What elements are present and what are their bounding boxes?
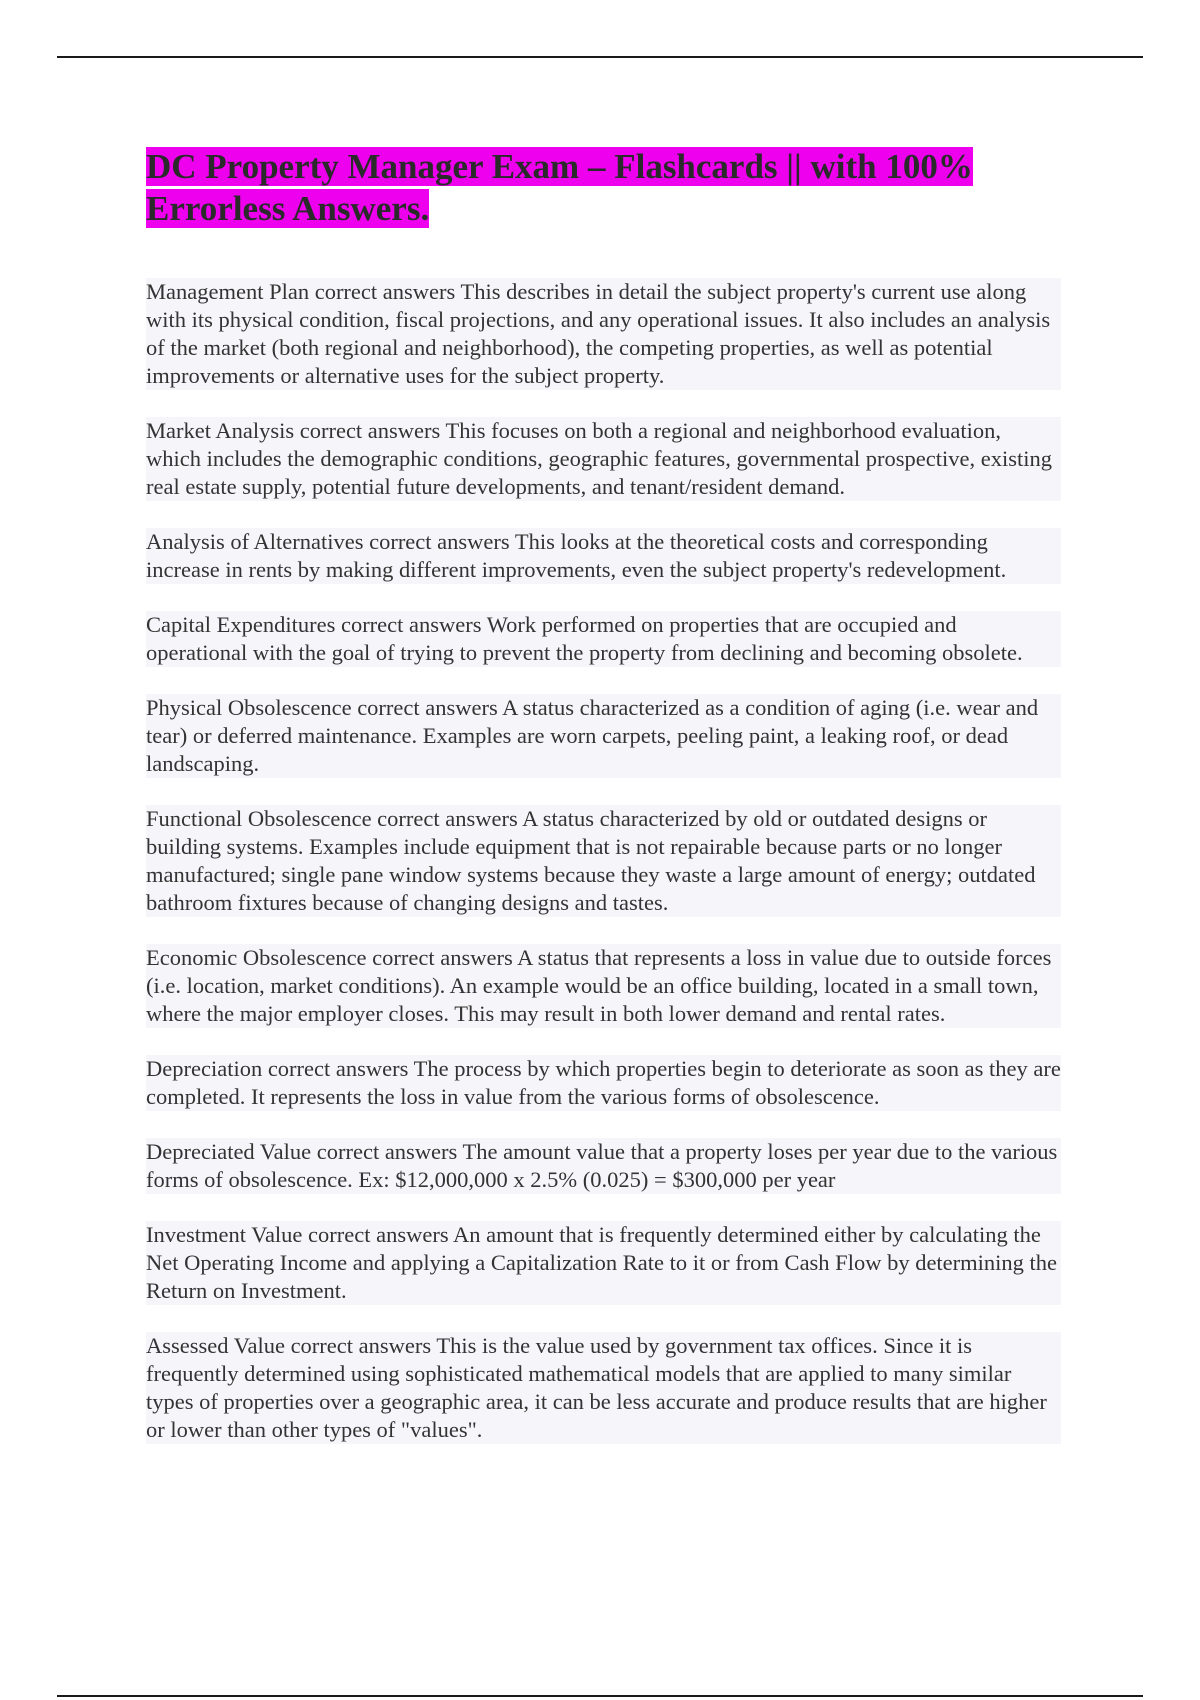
bottom-rule: [57, 1695, 1143, 1697]
title-highlight: DC Property Manager Exam – Flashcards || with 100% Errorless Answers.: [146, 147, 973, 228]
document-title: [146, 146, 1061, 230]
top-rule: [57, 56, 1143, 58]
flashcard-physical-obsolescence: Physical Obsolescence correct answers A status characterized as a condition of aging (i.e. wear and tear) or deferred maintenance. Examples are worn carpets, peeling paint, a leaking roof, or dead landscaping.: [146, 694, 1061, 778]
flashcard-investment-value: Investment Value correct answers An amount that is frequently determined either by calculating the Net Operating Income and applying a Capitalization Rate to it or from Cash Flow by determining the Return on Investment.: [146, 1221, 1061, 1305]
flashcard-assessed-value: Assessed Value correct answers This is the value used by government tax offices. Since it is frequently determined using sophisticated mathematical models that are applied to many similar types of properties over a geographic area, it can be less accurate and produce results that are higher or lower than other types of "values".: [146, 1332, 1061, 1444]
flashcard-market-analysis: Market Analysis correct answers This focuses on both a regional and neighborhood evaluation, which includes the demographic conditions, geographic features, governmental prospective, existing real estate supply, potential future developments, and tenant/resident demand.: [146, 417, 1061, 501]
flashcard-analysis-of-alternatives: Analysis of Alternatives correct answers This looks at the theoretical costs and corresponding increase in rents by making different improvements, even the subject property's redevelopment.: [146, 528, 1061, 584]
flashcard-functional-obsolescence: Functional Obsolescence correct answers A status characterized by old or outdated designs or building systems. Examples include equipment that is not repairable because parts or no longer manufactured; single pane window systems because they waste a large amount of energy; outdated bathroom fixtures because of changing designs and tastes.: [146, 805, 1061, 917]
flashcard-economic-obsolescence: Economic Obsolescence correct answers A status that represents a loss in value due to outside forces (i.e. location, market conditions). An example would be an office building, located in a small town, where the major employer closes. This may result in both lower demand and rental rates.: [146, 944, 1061, 1028]
flashcard-management-plan: Management Plan correct answers This describes in detail the subject property's current use along with its physical condition, fiscal projections, and any operational issues. It also includes an analysis of the market (both regional and neighborhood), the competing properties, as well as potential improvements or alternative uses for the subject property.: [146, 278, 1061, 390]
flashcard-capital-expenditures: Capital Expenditures correct answers Work performed on properties that are occupied and operational with the goal of trying to prevent the property from declining and becoming obsolete.: [146, 611, 1061, 667]
flashcard-depreciation: Depreciation correct answers The process by which properties begin to deteriorate as soon as they are completed. It represents the loss in value from the various forms of obsolescence.: [146, 1056, 1061, 1109]
document-body: [146, 146, 1061, 1471]
flashcard-depreciated-value: Depreciated Value correct answers The amount value that a property loses per year due to the various forms of obsolescence. Ex: $12,000,000 x 2.5% (0.025) = $300,000 per year: [146, 1138, 1061, 1194]
